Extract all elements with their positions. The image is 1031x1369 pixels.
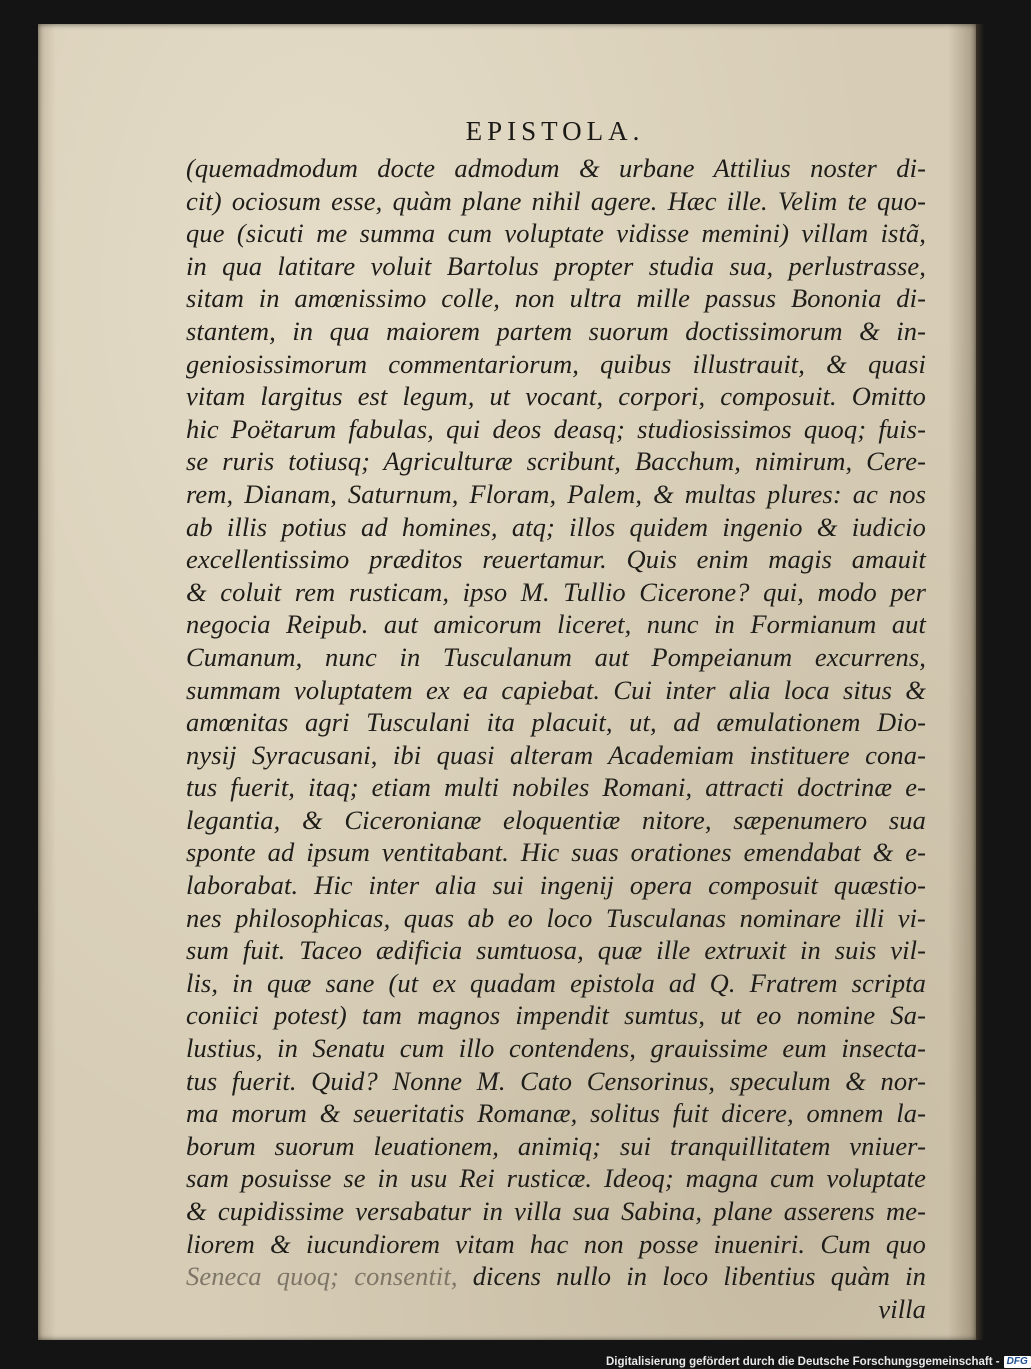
- text-line: se ruris totiusq; Agriculturæ scribunt, Bacchum, nimirum, Cere-: [186, 446, 926, 477]
- catchword: villa: [878, 1293, 926, 1324]
- text-line: nes philosophicas, quas ab eo loco Tusculanas nominare illi vi-: [186, 902, 926, 933]
- text-line: hic Poëtarum fabulas, qui deos deasq; studiosissimos quoq; fuis-: [186, 413, 926, 444]
- text-line: Cumanum, nunc in Tusculanum aut Pompeianum excurrens,: [186, 641, 926, 672]
- text-line: geniosissimorum commentariorum, quibus illustrauit, & quasi: [186, 348, 926, 379]
- text-line: (quemadmodum docte admodum & urbane Attilius noster di-: [186, 153, 926, 183]
- text-line: que (sicuti me summa cum voluptate vidisse memini) villam istã,: [186, 218, 926, 249]
- digitization-footer: [606, 1354, 1031, 1369]
- text-line: lis, in quæ sane (ut ex quadam epistola ad Q. Fratrem scripta: [186, 967, 926, 998]
- text-line: excellentissimo præditos reuertamur. Quis enim magis amauit: [186, 544, 926, 575]
- text-line: coniici potest) tam magnos impendit sumtus, ut eo nomine Sa-: [186, 1000, 926, 1031]
- text-line: vitam largitus est legum, ut vocant, corpori, composuit. Omitto: [186, 381, 926, 412]
- text-line-last: [186, 1260, 926, 1293]
- text-line: sitam in amœnissimo colle, non ultra mille passus Bononia di-: [186, 283, 926, 314]
- text-line: lustius, in Senatu cum illo contendens, grauissime eum insecta-: [186, 1033, 926, 1064]
- text-line: & coluit rem rusticam, ipso M. Tullio Cicerone? qui, modo per: [186, 576, 926, 607]
- text-line: cit) ociosum esse, quàm plane nihil agere. Hæc ille. Velim te quo-: [186, 185, 926, 216]
- body-text: [186, 152, 926, 1325]
- text-line: ab illis potius ad homines, atq; illos quidem ingenio & iudicio: [186, 511, 926, 542]
- text-line: sum fuit. Taceo ædificia sumtuosa, quæ ille extruxit in suis vil-: [186, 935, 926, 966]
- text-line: in qua latitare voluit Bartolus propter studia sua, perlustrasse,: [186, 250, 926, 281]
- text-line: stantem, in qua maiorem partem suorum doctissimorum & in-: [186, 315, 926, 346]
- text-line: negocia Reipub. aut amicorum liceret, nunc in Formianum aut: [186, 609, 926, 640]
- footer-text: Digitalisierung gefördert durch die Deutsche Forschungsgemeinschaft -: [606, 1355, 1000, 1368]
- book-page: [38, 24, 976, 1340]
- text-line: nysij Syracusani, ibi quasi alteram Academiam instituere cona-: [186, 739, 926, 770]
- text-line: summam voluptatem ex ea capiebat. Cui inter alia loca situs &: [186, 674, 926, 705]
- text-line: tus fuerit, itaq; etiam multi nobiles Romani, attracti doctrinæ e-: [186, 772, 926, 803]
- text-line: sponte ad ipsum ventitabant. Hic suas orationes emendabat & e-: [186, 837, 926, 868]
- text-line: sam posuisse se in usu Rei rusticæ. Ideoq; magna cum voluptate: [186, 1163, 926, 1194]
- text-line: ma morum & seueritatis Romanæ, solitus fuit dicere, omnem la-: [186, 1098, 926, 1129]
- text-line: legantia, & Ciceronianæ eloquentiæ nitore, sæpenumero sua: [186, 804, 926, 835]
- text-line-rest: dicens nullo in loco libentius quàm in: [457, 1261, 926, 1292]
- text-line: & cupidissime versabatur in villa sua Sabina, plane asserens me-: [186, 1196, 926, 1226]
- text-line: rem, Dianam, Saturnum, Floram, Palem, & multas plures: ac nos: [186, 478, 926, 509]
- dfg-logo-icon: DFG: [1004, 1356, 1031, 1368]
- page-edge: [976, 24, 984, 1340]
- text-line: laborabat. Hic inter alia sui ingenij opera composuit quæstio-: [186, 870, 926, 901]
- text-line: borum suorum leuationem, animiq; sui tranquillitatem vniuer-: [186, 1130, 926, 1161]
- faded-text: Seneca quoq; consentit,: [186, 1261, 458, 1292]
- text-line: liorem & iucundiorem vitam hac non posse inueniri. Cum quo: [186, 1228, 926, 1259]
- text-line: tus fuerit. Quid? Nonne M. Cato Censorinus, speculum & nor-: [186, 1065, 926, 1096]
- text-line: amœnitas agri Tusculani ita placuit, ut, ad æmulationem Dio-: [186, 707, 926, 738]
- running-head: EPISTOLA.: [465, 116, 645, 146]
